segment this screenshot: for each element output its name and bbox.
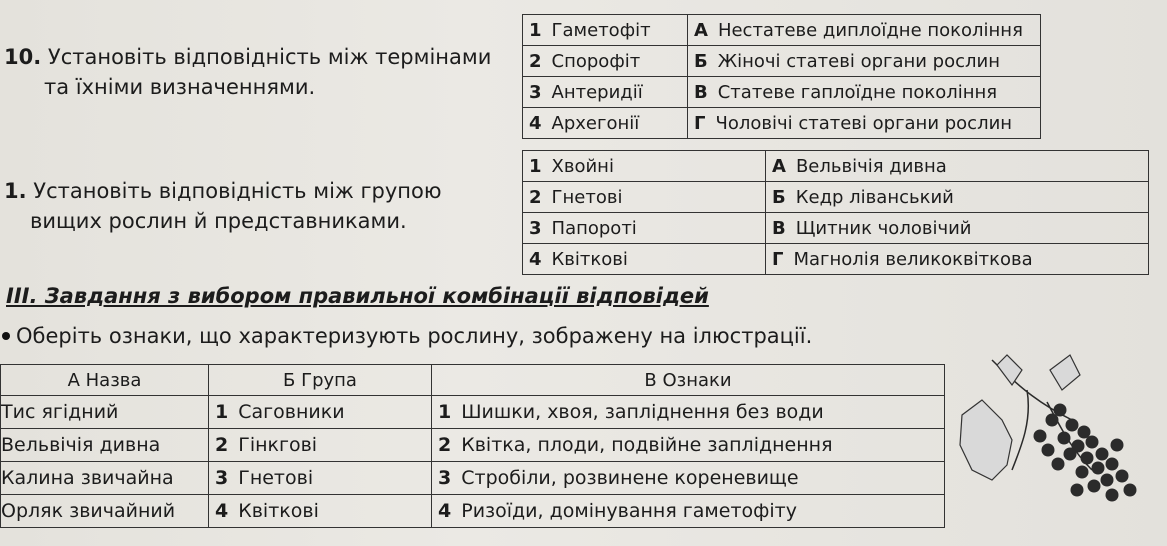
table-task-10	[522, 14, 1041, 139]
term-cell-text: Архегонії	[551, 112, 640, 134]
berry-icon	[1088, 480, 1101, 493]
group-cell-number: 3	[215, 467, 229, 489]
term-cell-text: Антеридії	[551, 81, 643, 103]
definition-cell-text: Щитник чоловічий	[795, 217, 972, 239]
term-cell	[523, 15, 688, 46]
definition-cell	[688, 108, 1041, 139]
berry-icon	[1052, 458, 1065, 471]
name-cell	[1, 396, 209, 429]
traits-cell-text: Квітка, плоди, подвійне запліднення	[461, 434, 833, 456]
berry-icon	[1042, 444, 1055, 457]
group-cell-number: 2	[215, 434, 229, 456]
definition-cell-text: Жіночі статеві органи рослин	[717, 50, 1000, 72]
berry-icon	[1092, 462, 1105, 475]
table-row	[1, 429, 945, 462]
definition-cell	[766, 151, 1149, 182]
traits-cell-text: Ризоїди, домінування гаметофіту	[461, 500, 797, 522]
table-task-12	[0, 364, 945, 528]
traits-cell-text: Стробіли, розвинене кореневище	[461, 467, 799, 489]
task-11-line2: вищих рослин й представниками.	[30, 209, 407, 233]
berry-icon	[1116, 470, 1129, 483]
berry-icon	[1064, 448, 1077, 461]
traits-cell-number: 4	[438, 500, 452, 522]
term-cell-number: 4	[529, 248, 542, 270]
table-row	[523, 182, 1149, 213]
traits-cell-number: 2	[438, 434, 452, 456]
column-header: А Назва	[1, 365, 209, 396]
term-cell-text: Гнетові	[551, 186, 623, 208]
definition-cell	[766, 244, 1149, 275]
traits-cell	[432, 396, 945, 429]
definition-cell-number: Б	[694, 50, 708, 72]
group-cell	[209, 462, 432, 495]
table-row	[523, 108, 1041, 139]
berry-icon	[1034, 430, 1047, 443]
definition-cell-text: Магнолія великоквіткова	[793, 248, 1033, 270]
table-task-11	[522, 150, 1149, 275]
definition-cell-text: Статеве гаплоїдне покоління	[717, 81, 998, 103]
term-cell-text: Хвойні	[551, 155, 614, 177]
berry-icon	[1101, 474, 1114, 487]
berry-icon	[1086, 436, 1099, 449]
term-cell-number: 1	[529, 155, 542, 177]
term-cell-number: 3	[529, 217, 542, 239]
table-row	[523, 213, 1149, 244]
task-10-line1: 10. Установіть відповідність між термінами	[4, 45, 492, 69]
term-cell	[523, 182, 766, 213]
task-10-line2: та їхніми визначеннями.	[44, 75, 316, 99]
term-cell-number: 3	[529, 81, 542, 103]
task-11-line1: 1. Установіть відповідність між групою	[4, 179, 442, 203]
definition-cell	[766, 182, 1149, 213]
definition-cell	[688, 77, 1041, 108]
name-cell	[1, 462, 209, 495]
definition-cell-number: В	[772, 217, 786, 239]
task-10	[4, 42, 491, 102]
table-row	[1, 462, 945, 495]
column-header: В Ознаки	[432, 365, 945, 396]
berry-icon	[1096, 448, 1109, 461]
berry-icon	[1054, 404, 1067, 417]
name-cell-text: Орляк звичайний	[1, 500, 176, 522]
name-cell	[1, 429, 209, 462]
group-cell-text: Гінкгові	[238, 434, 318, 456]
definition-cell	[688, 15, 1041, 46]
task-11	[4, 176, 442, 236]
group-cell	[209, 429, 432, 462]
definition-cell-text: Кедр ліванський	[795, 186, 954, 208]
term-cell-number: 2	[529, 50, 542, 72]
group-cell	[209, 495, 432, 528]
term-cell-text: Квіткові	[551, 248, 628, 270]
definition-cell-text: Чоловічі статеві органи рослин	[715, 112, 1013, 134]
berry-icon	[1081, 452, 1094, 465]
traits-cell	[432, 495, 945, 528]
table-header-row	[1, 365, 945, 396]
group-cell-number: 1	[215, 401, 229, 423]
term-cell-text: Папороті	[551, 217, 637, 239]
table-row	[1, 396, 945, 429]
name-cell-text: Тис ягідний	[1, 401, 119, 423]
definition-cell	[766, 213, 1149, 244]
definition-cell-text: Нестатеве диплоїдне покоління	[717, 19, 1023, 41]
definition-cell-text: Вельвічія дивна	[795, 155, 947, 177]
group-cell	[209, 396, 432, 429]
definition-cell-number: В	[694, 81, 708, 103]
section-3-title: III. Завдання з вибором правильної комбінації відповідей	[6, 284, 709, 308]
name-cell-text: Вельвічія дивна	[1, 434, 161, 456]
berry-icon	[1071, 484, 1084, 497]
berry-icon	[1066, 419, 1079, 432]
viburnum-illustration	[952, 350, 1142, 520]
berry-icon	[1058, 432, 1071, 445]
traits-cell	[432, 429, 945, 462]
group-cell-text: Саговники	[238, 401, 345, 423]
task-12-question: Оберіть ознаки, що характеризують рослину, зображену на ілюстрації.	[0, 324, 812, 348]
berry-icon	[1124, 484, 1137, 497]
term-cell	[523, 151, 766, 182]
term-cell-text: Гаметофіт	[551, 19, 651, 41]
traits-cell-number: 3	[438, 467, 452, 489]
name-cell-text: Калина звичайна	[1, 467, 174, 489]
table-row	[523, 151, 1149, 182]
name-cell	[1, 495, 209, 528]
table-row	[1, 495, 945, 528]
traits-cell-text: Шишки, хвоя, запліднення без води	[461, 401, 824, 423]
definition-cell-number: Г	[772, 248, 784, 270]
term-cell-number: 1	[529, 19, 542, 41]
group-cell-text: Гнетові	[238, 467, 314, 489]
term-cell	[523, 108, 688, 139]
term-cell	[523, 213, 766, 244]
term-cell-text: Спорофіт	[551, 50, 641, 72]
term-cell	[523, 77, 688, 108]
table-row	[523, 46, 1041, 77]
term-cell-number: 4	[529, 112, 542, 134]
definition-cell-number: А	[772, 155, 786, 177]
berry-icon	[1111, 439, 1124, 452]
traits-cell	[432, 462, 945, 495]
definition-cell	[688, 46, 1041, 77]
definition-cell-number: А	[694, 19, 708, 41]
berry-icon	[1106, 489, 1119, 502]
table-row	[523, 15, 1041, 46]
term-cell	[523, 244, 766, 275]
table-row	[523, 77, 1041, 108]
column-header: Б Група	[209, 365, 432, 396]
berry-icon	[1076, 466, 1089, 479]
definition-cell-number: Г	[694, 112, 706, 134]
bullet-icon	[2, 332, 10, 340]
term-cell	[523, 46, 688, 77]
leaf-shape	[960, 400, 1012, 480]
table-row	[523, 244, 1149, 275]
berry-icon	[1106, 458, 1119, 471]
group-cell-text: Квіткові	[238, 500, 319, 522]
group-cell-number: 4	[215, 500, 229, 522]
definition-cell-number: Б	[772, 186, 786, 208]
traits-cell-number: 1	[438, 401, 452, 423]
term-cell-number: 2	[529, 186, 542, 208]
